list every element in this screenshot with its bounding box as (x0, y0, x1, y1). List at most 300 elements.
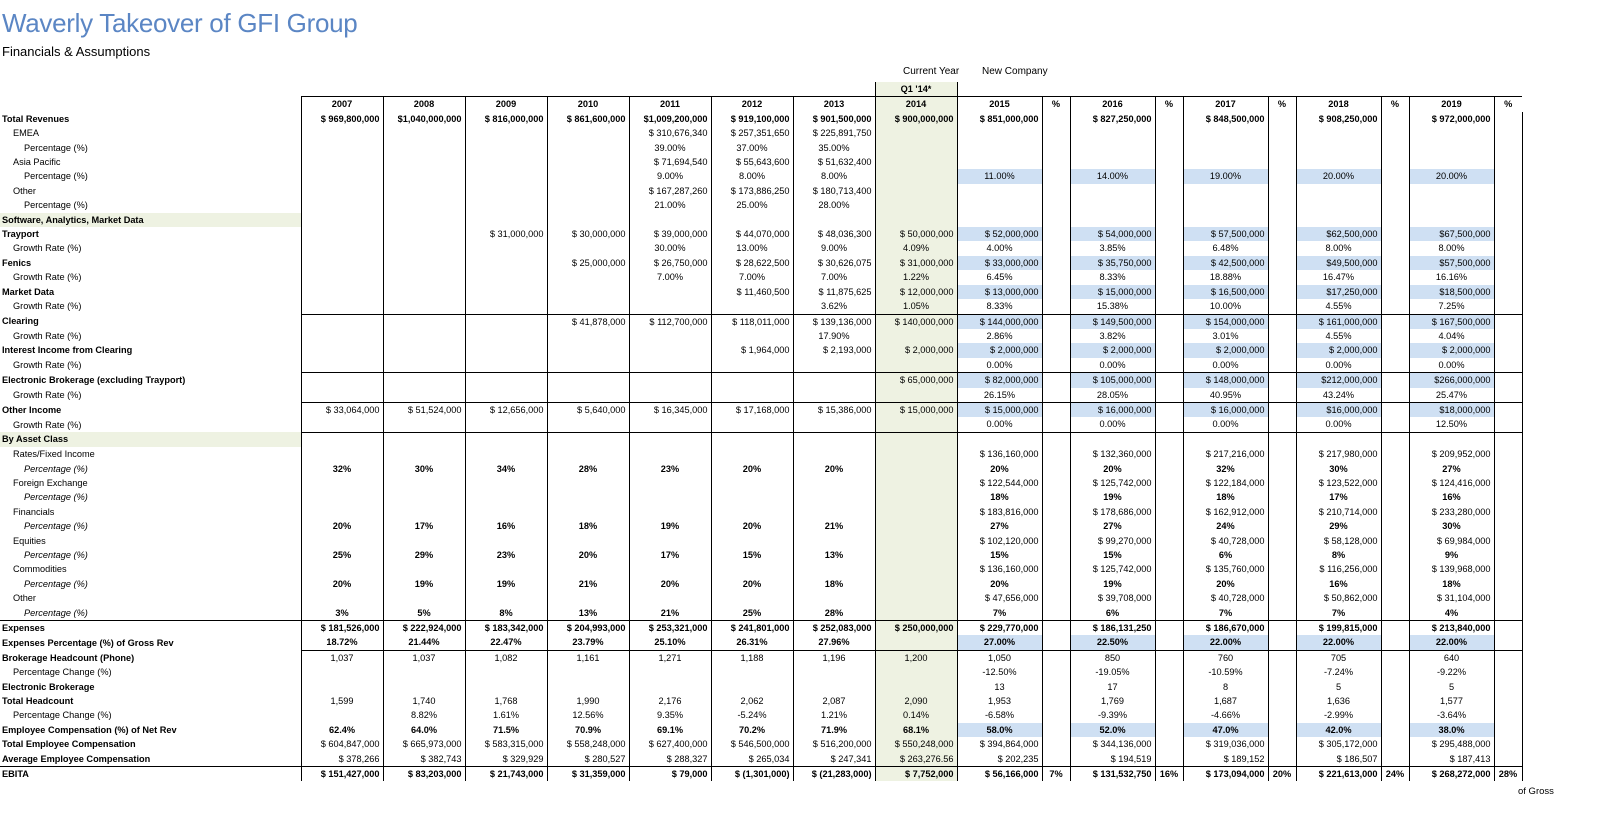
cell: $ 209,952,000 (1409, 447, 1494, 461)
cell (1381, 708, 1409, 722)
cell (383, 490, 465, 504)
cell: $ 213,840,000 (1409, 621, 1494, 636)
cell (1155, 299, 1183, 314)
table-row (0, 476, 1522, 490)
cell (547, 490, 629, 504)
cell: 5 (1409, 680, 1494, 694)
cell (301, 417, 383, 432)
cell: 35.00% (793, 141, 875, 155)
cell: 2,090 (875, 694, 957, 708)
cell (1381, 270, 1409, 284)
cell: $ 827,250,000 (1070, 112, 1155, 126)
cell (875, 447, 957, 461)
cell: 21% (547, 577, 629, 591)
cell (465, 241, 547, 255)
cell: $ 39,000,000 (629, 227, 711, 241)
cell: $ 13,000,000 (957, 285, 1042, 299)
cell: 18% (957, 490, 1042, 504)
cell: 8.00% (1409, 241, 1494, 255)
cell: $ 16,000,000 (1183, 402, 1268, 417)
cell (1183, 155, 1268, 169)
cell (957, 198, 1042, 212)
cell (1494, 490, 1522, 504)
cell: 23% (629, 462, 711, 476)
cell: $ 116,256,000 (1296, 562, 1381, 576)
table-row (0, 388, 1522, 403)
cell (383, 476, 465, 490)
cell (1268, 329, 1296, 343)
cell: 70.9% (547, 723, 629, 737)
cell: 1,161 (547, 650, 629, 665)
cell (1268, 476, 1296, 490)
cell (1042, 723, 1070, 737)
cell: 52.0% (1070, 723, 1155, 737)
cell: $ 118,011,000 (711, 314, 793, 329)
cell (1381, 490, 1409, 504)
cell: $ 7,752,000 (875, 767, 957, 782)
cell (301, 432, 383, 447)
table-row (0, 314, 1522, 329)
cell (301, 373, 383, 388)
cell: 70.2% (711, 723, 793, 737)
cell (547, 432, 629, 447)
cell (383, 373, 465, 388)
cell (465, 562, 547, 576)
row-label: Growth Rate (%) (13, 301, 82, 312)
cell (465, 213, 547, 227)
cell: $ 665,973,000 (383, 737, 465, 751)
cell (1494, 329, 1522, 343)
table-row (0, 723, 1522, 737)
cell (1042, 169, 1070, 183)
cell: $ 52,000,000 (957, 227, 1042, 241)
cell: $ 516,200,000 (793, 737, 875, 751)
cell (465, 343, 547, 357)
row-label: Expenses Percentage (%) of Gross Rev (2, 637, 174, 648)
cell (1381, 112, 1409, 126)
year-header: 2010 (547, 97, 629, 112)
cell (383, 358, 465, 373)
cell: 8.82% (383, 708, 465, 722)
cell: $ 50,862,000 (1296, 591, 1381, 605)
cell (1268, 562, 1296, 576)
cell: $ 241,801,000 (711, 621, 793, 636)
cell (1494, 577, 1522, 591)
cell: 17% (629, 548, 711, 562)
cell (1381, 680, 1409, 694)
cell (793, 562, 875, 576)
cell (711, 534, 793, 548)
cell (1494, 562, 1522, 576)
cell (1268, 388, 1296, 403)
cell (465, 126, 547, 140)
cell: $ 583,315,000 (465, 737, 547, 751)
cell: $ 136,160,000 (957, 447, 1042, 461)
cell (629, 343, 711, 357)
cell: $ 16,345,000 (629, 402, 711, 417)
cell (711, 490, 793, 504)
cell (383, 184, 465, 198)
cell (1494, 723, 1522, 737)
row-label: Percentage (%) (24, 549, 88, 560)
row-label: Percentage Change (%) (13, 667, 112, 678)
cell: 1,990 (547, 694, 629, 708)
cell (547, 285, 629, 299)
cell (1494, 752, 1522, 767)
year-header: 2012 (711, 97, 793, 112)
cell: -3.64% (1409, 708, 1494, 722)
cell (383, 314, 465, 329)
year-header-row (0, 97, 1522, 112)
cell (1494, 505, 1522, 519)
cell (1155, 402, 1183, 417)
cell: 19.00% (1183, 169, 1268, 183)
cell: 1,188 (711, 650, 793, 665)
cell: $ 900,000,000 (875, 112, 957, 126)
cell: 27% (1070, 519, 1155, 533)
cell (1381, 329, 1409, 343)
cell: $ 183,342,000 (465, 621, 547, 636)
cell (1070, 213, 1155, 227)
cell: $ 71,694,540 (629, 155, 711, 169)
cell (301, 155, 383, 169)
cell (383, 141, 465, 155)
cell: $ 48,036,300 (793, 227, 875, 241)
table-row (0, 752, 1522, 767)
row-label: Brokerage Headcount (Phone) (2, 652, 135, 663)
cell: 0.00% (1070, 358, 1155, 373)
cell: 7.25% (1409, 299, 1494, 314)
cell: 7.00% (711, 270, 793, 284)
cell (1042, 650, 1070, 665)
table-row (0, 606, 1522, 621)
row-label: Total Headcount (2, 696, 74, 707)
cell (711, 213, 793, 227)
cell (629, 562, 711, 576)
cell: $ 2,193,000 (793, 343, 875, 357)
cell (1494, 417, 1522, 432)
cell (875, 534, 957, 548)
cell (1070, 184, 1155, 198)
year-header: 2015 (957, 97, 1042, 112)
cell: 29% (1296, 519, 1381, 533)
cell (1155, 723, 1183, 737)
cell: $67,500,000 (1409, 227, 1494, 241)
year-header: 2011 (629, 97, 711, 112)
table-row (0, 299, 1522, 314)
cell: $ 17,168,000 (711, 402, 793, 417)
cell: $ 31,359,000 (547, 767, 629, 782)
cell: 1,636 (1296, 694, 1381, 708)
cell: 4% (1409, 606, 1494, 621)
cell (301, 169, 383, 183)
cell: $ 180,713,400 (793, 184, 875, 198)
financials-table (0, 82, 1523, 781)
cell: 17 (1070, 680, 1155, 694)
cell (1183, 213, 1268, 227)
cell (1268, 462, 1296, 476)
cell (711, 562, 793, 576)
table-row (0, 534, 1522, 548)
cell (1042, 621, 1070, 636)
cell (1268, 534, 1296, 548)
cell: $ 378,266 (301, 752, 383, 767)
cell: 26.31% (711, 635, 793, 650)
table-row (0, 447, 1522, 461)
row-label: Growth Rate (%) (13, 330, 82, 341)
table-row (0, 402, 1522, 417)
cell (1268, 402, 1296, 417)
cell (1381, 169, 1409, 183)
cell: $ 41,878,000 (547, 314, 629, 329)
cell: $ 178,686,000 (1070, 505, 1155, 519)
cell: -9.39% (1070, 708, 1155, 722)
cell (1494, 694, 1522, 708)
cell (1155, 112, 1183, 126)
q1-label: Q1 '14* (875, 82, 957, 97)
year-header: 2016 (1070, 97, 1155, 112)
cell (1155, 227, 1183, 241)
cell (1381, 650, 1409, 665)
cell (383, 227, 465, 241)
cell: 18.88% (1183, 270, 1268, 284)
cell: 24% (1381, 767, 1409, 782)
cell: 20% (711, 577, 793, 591)
cell: 0.00% (1409, 358, 1494, 373)
cell: 15% (1070, 548, 1155, 562)
cell: 1,953 (957, 694, 1042, 708)
cell: $ 305,172,000 (1296, 737, 1381, 751)
cell (1155, 752, 1183, 767)
cell: 37.00% (711, 141, 793, 155)
cell: 28% (1494, 767, 1522, 782)
table-row (0, 112, 1522, 126)
cell: 0.00% (1296, 358, 1381, 373)
cell: 0.00% (957, 417, 1042, 432)
cell (301, 358, 383, 373)
cell: $ 2,000,000 (1409, 343, 1494, 357)
cell: $ 50,000,000 (875, 227, 957, 241)
cell: $49,500,000 (1296, 256, 1381, 270)
cell: $ 173,094,000 (1183, 767, 1268, 782)
cell (1381, 299, 1409, 314)
cell: $ 210,714,000 (1296, 505, 1381, 519)
cell (383, 388, 465, 403)
cell (1296, 198, 1381, 212)
cell (1494, 126, 1522, 140)
cell (1042, 752, 1070, 767)
cell: $ 199,815,000 (1296, 621, 1381, 636)
cell: $ 908,250,000 (1296, 112, 1381, 126)
cell (301, 680, 383, 694)
cell (793, 447, 875, 461)
cell (1042, 343, 1070, 357)
cell: 8% (1296, 548, 1381, 562)
cell (875, 198, 957, 212)
cell (1494, 606, 1522, 621)
cell (1494, 476, 1522, 490)
cell (1042, 270, 1070, 284)
cell (301, 314, 383, 329)
cell: $ 148,000,000 (1183, 373, 1268, 388)
cell (1381, 343, 1409, 357)
cell (1042, 198, 1070, 212)
cell (1042, 256, 1070, 270)
cell: 13% (793, 548, 875, 562)
row-label: Percentage (%) (24, 492, 88, 503)
cell (1042, 141, 1070, 155)
cell (875, 329, 957, 343)
cell (1070, 198, 1155, 212)
cell (1381, 141, 1409, 155)
cell: 14.00% (1070, 169, 1155, 183)
cell (383, 534, 465, 548)
cell (1155, 184, 1183, 198)
cell (629, 299, 711, 314)
cell (1381, 227, 1409, 241)
cell (1155, 591, 1183, 605)
cell (1042, 329, 1070, 343)
cell (1494, 241, 1522, 255)
cell (1268, 621, 1296, 636)
cell (629, 665, 711, 679)
cell (465, 314, 547, 329)
cell: 0.00% (957, 358, 1042, 373)
cell (547, 126, 629, 140)
cell (1409, 141, 1494, 155)
cell: $ 2,000,000 (1070, 343, 1155, 357)
cell: $ 263,276.56 (875, 752, 957, 767)
table-row (0, 169, 1522, 183)
cell: 58.0% (957, 723, 1042, 737)
cell: $ 265,034 (711, 752, 793, 767)
cell: $ 382,743 (383, 752, 465, 767)
cell: $ 51,524,000 (383, 402, 465, 417)
cell: $ 125,742,000 (1070, 476, 1155, 490)
cell: 20% (301, 519, 383, 533)
cell: $ 54,000,000 (1070, 227, 1155, 241)
cell: $ 268,272,000 (1409, 767, 1494, 782)
cell (793, 591, 875, 605)
cell: 13.00% (711, 241, 793, 255)
cell (547, 665, 629, 679)
cell (1155, 314, 1183, 329)
cell: $ 132,360,000 (1070, 447, 1155, 461)
cell (1155, 285, 1183, 299)
cell: $ 15,000,000 (875, 402, 957, 417)
cell: 8% (465, 606, 547, 621)
cell (301, 299, 383, 314)
cell: 21.44% (383, 635, 465, 650)
cell: 27% (957, 519, 1042, 533)
cell (547, 184, 629, 198)
cell: 7.00% (793, 270, 875, 284)
cell (547, 155, 629, 169)
cell: $ 194,519 (1070, 752, 1155, 767)
cell: 22.00% (1183, 635, 1268, 650)
cell (711, 358, 793, 373)
cell (301, 256, 383, 270)
cell: $ 144,000,000 (957, 314, 1042, 329)
cell: 16.47% (1296, 270, 1381, 284)
cell: 1,037 (383, 650, 465, 665)
cell: 2.86% (957, 329, 1042, 343)
cell: $ 44,070,000 (711, 227, 793, 241)
cell: 2,062 (711, 694, 793, 708)
cell (383, 256, 465, 270)
cell (875, 490, 957, 504)
cell (793, 490, 875, 504)
cell (1268, 285, 1296, 299)
cell: 7% (1296, 606, 1381, 621)
cell: $ 122,184,000 (1183, 476, 1268, 490)
cell: 3.82% (1070, 329, 1155, 343)
cell (301, 665, 383, 679)
cell (1268, 635, 1296, 650)
cell: $ 288,327 (629, 752, 711, 767)
cell: 20% (1183, 577, 1268, 591)
cell (1494, 402, 1522, 417)
cell (1042, 126, 1070, 140)
year-header: 2014 (875, 97, 957, 112)
cell (1381, 213, 1409, 227)
cell: $ 217,980,000 (1296, 447, 1381, 461)
cell (465, 490, 547, 504)
row-label: Trayport (2, 229, 39, 240)
cell: $ 250,000,000 (875, 621, 957, 636)
cell (1042, 680, 1070, 694)
cell: $ 162,912,000 (1183, 505, 1268, 519)
cell: -5.24% (711, 708, 793, 722)
cell (1494, 155, 1522, 169)
cell: $ 861,600,000 (547, 112, 629, 126)
cell: $ 546,500,000 (711, 737, 793, 751)
cell (1268, 270, 1296, 284)
cell (1494, 198, 1522, 212)
cell: 1,196 (793, 650, 875, 665)
cell (1268, 447, 1296, 461)
cell (547, 505, 629, 519)
cell (1155, 680, 1183, 694)
cell: $ 229,770,000 (957, 621, 1042, 636)
cell (547, 343, 629, 357)
cell: $ 79,000 (629, 767, 711, 782)
cell (629, 285, 711, 299)
cell: $ 139,968,000 (1409, 562, 1494, 576)
cell: 16% (465, 519, 547, 533)
cell: $ 30,626,075 (793, 256, 875, 270)
row-label: Commodities (13, 564, 67, 575)
cell: $ 40,728,000 (1183, 534, 1268, 548)
cell: 0.00% (1183, 417, 1268, 432)
cell: 20% (711, 519, 793, 533)
cell: 705 (1296, 650, 1381, 665)
cell (1409, 432, 1494, 447)
cell (383, 591, 465, 605)
cell: 22.47% (465, 635, 547, 650)
cell: 28% (547, 462, 629, 476)
table-row (0, 126, 1522, 140)
cell: $ 627,400,000 (629, 737, 711, 751)
cell: $ 122,544,000 (957, 476, 1042, 490)
cell (711, 432, 793, 447)
cell: 9.00% (629, 169, 711, 183)
cell (875, 126, 957, 140)
cell (711, 299, 793, 314)
cell (1042, 519, 1070, 533)
cell: 16% (1296, 577, 1381, 591)
cell (1494, 635, 1522, 650)
